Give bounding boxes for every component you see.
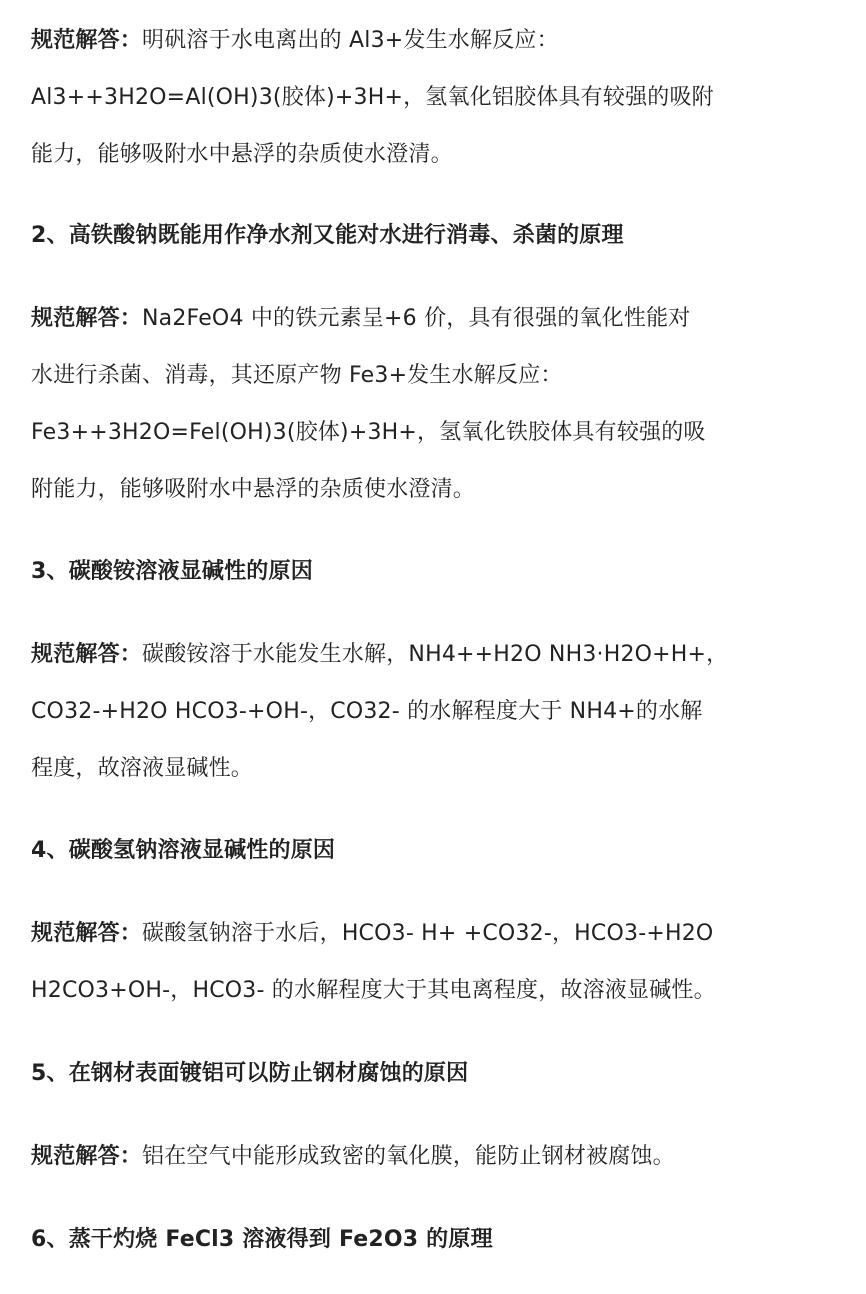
answer-line: 程度，故溶液显碱性。 <box>31 756 254 781</box>
answer-line: Al3++3H2O=Al(OH)3(胶体)+3H+，氢氧化铝胶体具有较强的吸附 <box>31 85 714 110</box>
section-heading: 2、高铁酸钠既能用作净水剂又能对水进行消毒、杀菌的原理 <box>31 223 624 248</box>
section-heading: 5、在钢材表面镀铝可以防止钢材腐蚀的原因 <box>31 1061 469 1086</box>
answer-label: 规范解答： <box>31 642 143 667</box>
answer-label: 规范解答： <box>31 921 143 946</box>
answer-line: H2CO3+OH-，HCO3- 的水解程度大于其电离程度，故溶液显碱性。 <box>31 978 716 1003</box>
answer-line: 水进行杀菌、消毒，其还原产物 Fe3+发生水解反应： <box>31 363 563 388</box>
answer-line: CO32-+H2O HCO3-+OH-，CO32- 的水解程度大于 NH4+的水解 <box>31 699 703 724</box>
answer-label: 规范解答： <box>31 306 143 331</box>
answer-text: 明矾溶于水电离出的 Al3+发生水解反应： <box>142 28 559 53</box>
answer-line <box>31 304 690 334</box>
section-heading: 4、碳酸氢钠溶液显碱性的原因 <box>31 838 336 863</box>
section-heading: 6、蒸干灼烧 FeCl3 溶液得到 Fe2O3 的原理 <box>31 1227 493 1252</box>
answer-text: 碳酸氢钠溶于水后，HCO3- H+ +CO32-，HCO3-+H2O <box>142 921 714 946</box>
answer-line <box>31 640 728 670</box>
answer-text: Na2FeO4 中的铁元素呈+6 价，具有很强的氧化性能对 <box>142 306 691 331</box>
answer-label: 规范解答： <box>31 28 143 53</box>
answer-line <box>31 919 713 949</box>
answer-line: Fe3++3H2O=Fel(OH)3(胶体)+3H+，氢氧化铁胶体具有较强的吸 <box>31 420 706 445</box>
answer-line <box>31 26 559 56</box>
answer-line <box>31 1142 675 1172</box>
section-heading: 3、碳酸铵溶液显碱性的原因 <box>31 559 313 584</box>
answer-line: 能力，能够吸附水中悬浮的杂质使水澄清。 <box>31 142 453 167</box>
answer-text: 碳酸铵溶于水能发生水解，NH4++H2O NH3·H2O+H+， <box>142 642 729 667</box>
answer-label: 规范解答： <box>31 1144 143 1169</box>
answer-text: 铝在空气中能形成致密的氧化膜，能防止钢材被腐蚀。 <box>142 1144 675 1169</box>
answer-line: 附能力，能够吸附水中悬浮的杂质使水澄清。 <box>31 477 476 502</box>
